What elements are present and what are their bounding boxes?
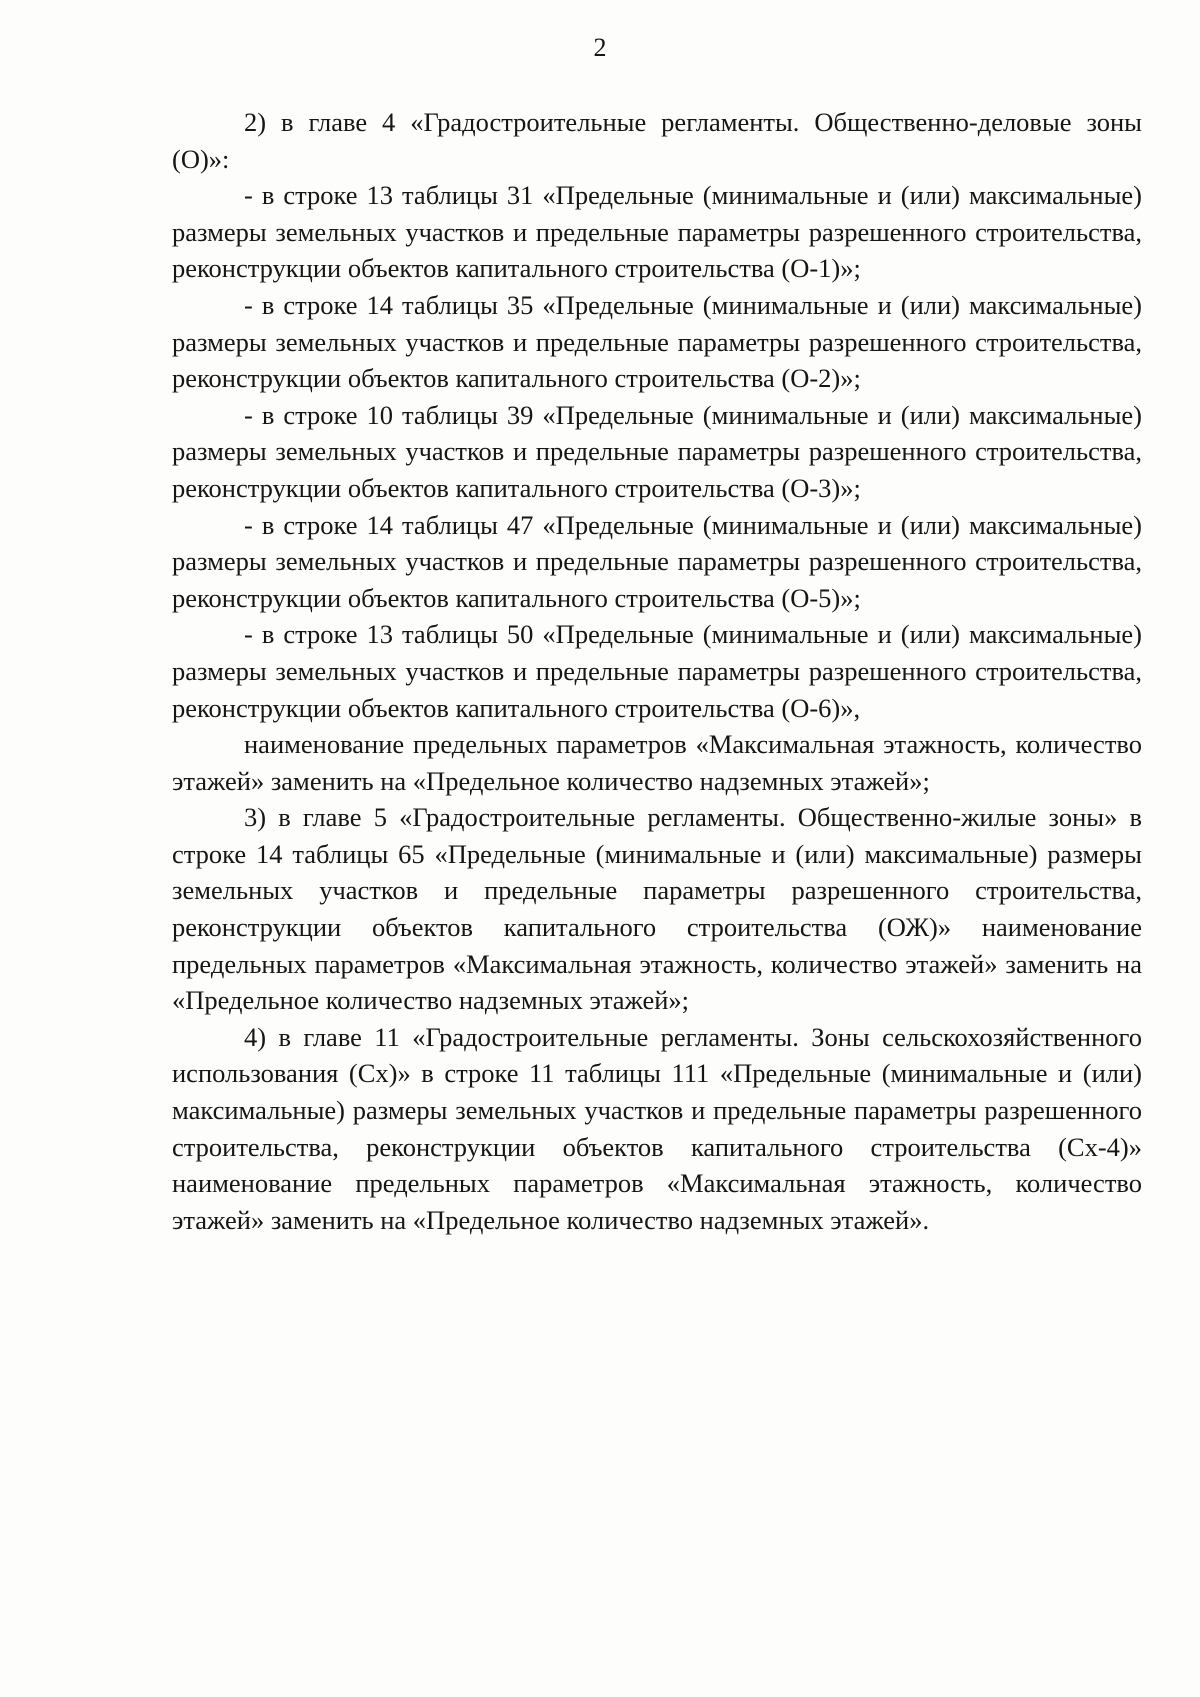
paragraph-row-14-table-35: - в строке 14 таблицы 35 «Предельные (минимальные и (или) максимальные) размеры земельных участков и предельные параметры разрешенного строительства, реконструкции объектов капитального строительства (О-2)»; bbox=[172, 289, 1142, 394]
paragraph-row-10-table-39: - в строке 10 таблицы 39 «Предельные (минимальные и (или) максимальные) размеры земельных участков и предельные параметры разрешенного строительства, реконструкции объектов капитального строительства (О-3)»; bbox=[172, 399, 1142, 503]
paragraph-row-13-table-31: - в строке 13 таблицы 31 «Предельные (минимальные и (или) максимальные) размеры земельных участков и предельные параметры разрешенного строительства, реконструкции объектов капитального строительства (О-1)»; bbox=[172, 180, 1142, 284]
page-number: 2 bbox=[593, 33, 607, 62]
paragraph-row-14-table-47: - в строке 14 таблицы 47 «Предельные (минимальные и (или) максимальные) размеры земельных участков и предельные параметры разрешенного строительства, реконструкции объектов капитального строительства (О-5)»; bbox=[172, 509, 1142, 613]
paragraph-item-2-chapter-4: 2) в главе 4 «Градостроительные регламенты. Общественно-деловые зоны (О)»: bbox=[172, 107, 1142, 174]
paragraph-item-3-chapter-5: 3) в главе 5 «Градостроительные регламенты. Общественно-жилые зоны» в строке 14 таблицы 65 «Предельные (минимальные и (или) максимальные) размеры земельных участков и предельные параметры разрешенного строительства, реконструкции объектов капитального строительства (ОЖ)» наименование предельных параметров «Максимальная этажность, количество этажей» заменить на «Предельное количество надземных этажей»; bbox=[172, 802, 1142, 1016]
paragraph-row-13-table-50: - в строке 13 таблицы 50 «Предельные (минимальные и (или) максимальные) размеры земельных участков и предельные параметры разрешенного строительства, реконструкции объектов капитального строительства (О-6)», bbox=[172, 619, 1142, 723]
paragraph-item-4-chapter-11: 4) в главе 11 «Градостроительные регламенты. Зоны сельскохозяйственного использования (Сх)» в строке 11 таблицы 111 «Предельные (минимальные и (или) максимальные) размеры земельных участков и предельные параметры разрешенного строительства, реконструкции объектов капитального строительства (Сх-4)» наименование предельных параметров «Максимальная этажность, количество этажей» заменить на «Предельное количество надземных этажей». bbox=[172, 1021, 1142, 1235]
paragraph-replacement-clause: наименование предельных параметров «Максимальная этажность, количество этажей» заменить на «Предельное количество надземных этажей»; bbox=[172, 729, 1142, 796]
document-body bbox=[172, 104, 1142, 1238]
